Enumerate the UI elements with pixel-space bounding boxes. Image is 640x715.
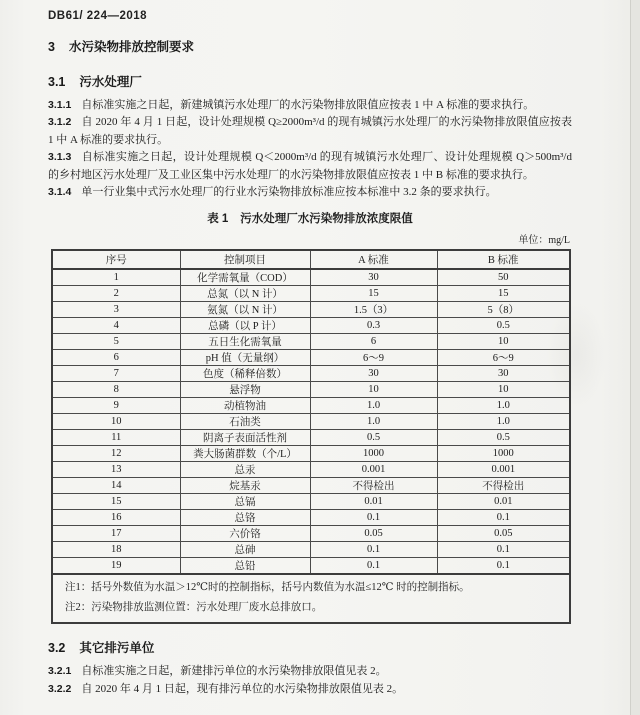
column-header-item: 控制项目 — [180, 250, 310, 269]
table-cell: 1000 — [310, 446, 437, 462]
table-cell: 0.01 — [437, 494, 570, 510]
table-cell: 烷基汞 — [180, 478, 310, 494]
table-cell: 16 — [52, 510, 180, 526]
table-cell: 14 — [52, 478, 180, 494]
table-row — [52, 398, 570, 414]
table-cell: 5（8） — [437, 302, 570, 318]
table-row — [52, 526, 570, 542]
table-cell: 9 — [52, 398, 180, 414]
section-3-1-clauses — [48, 97, 572, 201]
table-cell: 化学需氧量（COD） — [180, 269, 310, 286]
table-cell: 1.0 — [437, 398, 570, 414]
table-cell: 30 — [310, 366, 437, 382]
table-cell: 10 — [52, 414, 180, 430]
table-cell: 阴离子表面活性剂 — [180, 430, 310, 446]
table-cell: 0.5 — [437, 318, 570, 334]
table-cell: 1.0 — [310, 398, 437, 414]
table-cell: 1.0 — [437, 414, 570, 430]
table-cell: 总砷 — [180, 542, 310, 558]
clause-3-2-1 — [48, 663, 572, 680]
table-cell: 12 — [52, 446, 180, 462]
table-cell: 0.5 — [437, 430, 570, 446]
table-row — [52, 302, 570, 318]
table-header-row — [52, 250, 570, 269]
section-3-2-number: 3.2 — [48, 641, 66, 656]
table-cell: 0.001 — [310, 462, 437, 478]
clause-number: 3.2.1 — [48, 665, 72, 678]
clause-text: 自 2020 年 4 月 1 日起，现有排污单位的水污染物排放限值见表 2。 — [81, 682, 404, 695]
table-notes-row — [52, 574, 570, 623]
clause-3-1-3 — [48, 149, 572, 184]
table-row — [52, 366, 570, 382]
clause-text: 自标准实施之日起，设计处理规模 Q＜2000m³/d 的现有城镇污水处理厂、设计处理规模 Q＞500m³/d 的乡村地区污水处理厂及工业区集中污水处理厂的水污染物排放限值应按表 1 中 B 标准的要求执行。 — [48, 151, 572, 181]
table-cell: 50 — [437, 269, 570, 286]
table-1-caption-number: 表 1 — [207, 213, 229, 226]
section-3-number: 3 — [48, 40, 55, 54]
section-3-1-heading — [48, 72, 572, 90]
table-cell: 1 — [52, 269, 180, 286]
table-cell: 0.1 — [310, 542, 437, 558]
section-3-2-clauses — [48, 663, 572, 698]
table-cell: 10 — [310, 382, 437, 398]
table-cell: 0.5 — [310, 430, 437, 446]
table-row — [52, 414, 570, 430]
table-cell: 总磷（以 P 计） — [180, 318, 310, 334]
table-cell: 18 — [52, 542, 180, 558]
table-cell: 10 — [437, 382, 570, 398]
table-cell: 总汞 — [180, 462, 310, 478]
note-2: 注2：污染物排放监测位置：污水处理厂废水总排放口。 — [65, 602, 323, 614]
clause-text: 自 2020 年 4 月 1 日起，设计处理规模 Q≥2000m³/d 的现有城镇污水处理厂的水污染物排放限值应按表 1 中 A 标准的要求执行。 — [48, 116, 572, 146]
clause-number: 3.2.2 — [48, 682, 72, 695]
table-cell: 石油类 — [180, 414, 310, 430]
standard-code: DB61/ 224—2018 — [48, 10, 148, 22]
table-cell: 15 — [310, 286, 437, 302]
table-row — [52, 318, 570, 334]
section-3-heading — [48, 37, 572, 55]
table-cell: 0.001 — [437, 462, 570, 478]
table-cell: 15 — [437, 286, 570, 302]
section-3-2-title: 其它排污单位 — [79, 641, 155, 656]
table-cell: 总铬 — [180, 510, 310, 526]
table-cell: 1.5（3） — [310, 302, 437, 318]
table-cell: 五日生化需氧量 — [180, 334, 310, 350]
table-cell: 4 — [52, 318, 180, 334]
table-row — [52, 558, 570, 575]
table-cell: 5 — [52, 334, 180, 350]
table-row — [52, 382, 570, 398]
table-cell: 0.3 — [310, 318, 437, 334]
table-cell: 总氮（以 N 计） — [180, 286, 310, 302]
table-1-caption-title: 污水处理厂水污染物排放浓度限值 — [240, 213, 413, 226]
section-3-title: 水污染物排放控制要求 — [68, 40, 194, 54]
table-cell: 总镉 — [180, 494, 310, 510]
clause-number: 3.1.2 — [48, 116, 72, 129]
table-row — [52, 269, 570, 286]
table-row — [52, 446, 570, 462]
table-cell: 0.01 — [310, 494, 437, 510]
table-row — [52, 478, 570, 494]
column-header-seq: 序号 — [52, 250, 180, 269]
table-cell: 6 — [52, 350, 180, 366]
table-cell: 6～9 — [437, 350, 570, 366]
table-cell: pH 值（无量纲） — [180, 350, 310, 366]
table-cell: 7 — [52, 366, 180, 382]
column-header-standard-a: A 标准 — [310, 250, 437, 269]
table-cell: 15 — [52, 494, 180, 510]
table-cell: 0.1 — [310, 510, 437, 526]
table-row — [52, 542, 570, 558]
clause-text: 单一行业集中式污水处理厂的行业水污染物排放标准应按本标准中 3.2 条的要求执行。 — [81, 186, 497, 199]
table-cell: 17 — [52, 526, 180, 542]
table-cell: 8 — [52, 382, 180, 398]
clause-number: 3.1.4 — [48, 186, 72, 199]
clause-number: 3.1.3 — [48, 151, 72, 164]
table-cell: 3 — [52, 302, 180, 318]
table-cell: 30 — [310, 269, 437, 286]
section-3-1-number: 3.1 — [48, 75, 66, 89]
table-cell: 粪大肠菌群数（个/L） — [180, 446, 310, 462]
unit-label: 单位：mg/L — [518, 235, 570, 247]
table-cell: 0.1 — [437, 510, 570, 526]
table-cell: 13 — [52, 462, 180, 478]
table-cell: 氨氮（以 N 计） — [180, 302, 310, 318]
table-cell: 不得检出 — [310, 478, 437, 494]
table-cell: 0.1 — [310, 558, 437, 575]
table-cell: 0.05 — [437, 526, 570, 542]
table-row — [52, 430, 570, 446]
table-row — [52, 286, 570, 302]
table-cell: 0.1 — [437, 542, 570, 558]
table-cell: 悬浮物 — [180, 382, 310, 398]
table-cell: 色度（稀释倍数） — [180, 366, 310, 382]
table-cell: 动植物油 — [180, 398, 310, 414]
table-cell: 1.0 — [310, 414, 437, 430]
clause-3-1-1 — [48, 97, 572, 114]
table-cell: 不得检出 — [437, 478, 570, 494]
table-1-caption — [48, 210, 572, 226]
clause-3-1-2 — [48, 114, 572, 149]
table-row — [52, 334, 570, 350]
clause-3-1-4 — [48, 184, 572, 201]
table-row — [52, 494, 570, 510]
table-body — [52, 269, 570, 574]
clause-text: 自标准实施之日起，新建排污单位的水污染物排放限值见表 2。 — [81, 665, 387, 678]
table-cell: 19 — [52, 558, 180, 575]
table-notes-cell — [52, 574, 570, 623]
note-1: 注1：括号外数值为水温＞12℃时的控制指标，括号内数值为水温≤12℃ 时的控制指标。 — [65, 582, 470, 594]
table-cell: 0.05 — [310, 526, 437, 542]
page-content — [48, 10, 572, 698]
table-cell: 2 — [52, 286, 180, 302]
clause-3-2-2 — [48, 681, 572, 698]
clause-text: 自标准实施之日起，新建城镇污水处理厂的水污染物排放限值应按表 1 中 A 标准的要求执行。 — [81, 99, 535, 111]
table-cell: 6～9 — [310, 350, 437, 366]
table-cell: 0.1 — [437, 558, 570, 575]
table-cell: 11 — [52, 430, 180, 446]
table-cell: 10 — [437, 334, 570, 350]
table-cell: 6 — [310, 334, 437, 350]
table-cell: 总铅 — [180, 558, 310, 575]
table-row — [52, 350, 570, 366]
table-cell: 六价铬 — [180, 526, 310, 542]
section-3-1-title: 污水处理厂 — [79, 75, 142, 89]
table-row — [52, 462, 570, 478]
column-header-standard-b: B 标准 — [437, 250, 570, 269]
table-cell: 30 — [437, 366, 570, 382]
section-3-2-heading — [48, 638, 572, 656]
clause-number: 3.1.1 — [48, 99, 72, 111]
scan-page-edge-strip — [631, 0, 640, 715]
discharge-limits-table — [51, 249, 571, 624]
table-row — [52, 510, 570, 526]
table-cell: 1000 — [437, 446, 570, 462]
